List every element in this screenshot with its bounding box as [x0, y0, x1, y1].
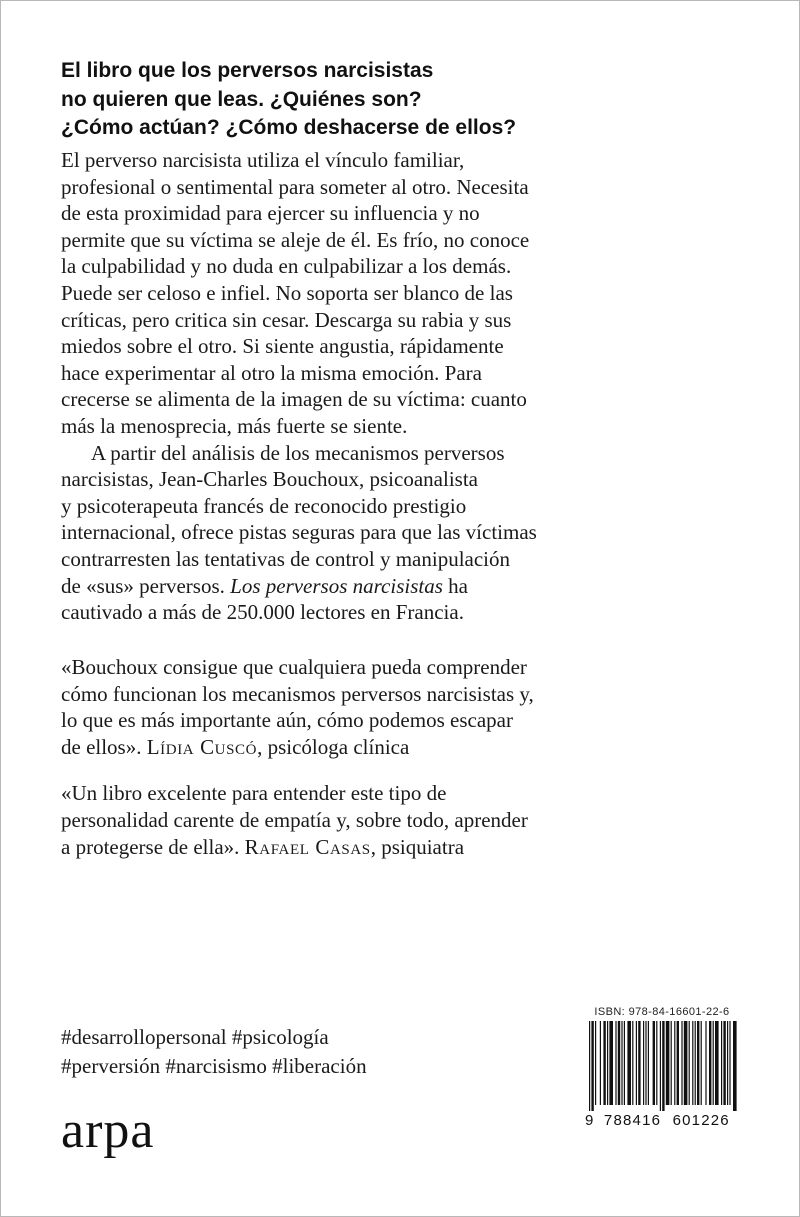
quote-author: Rafael Casas [244, 834, 371, 859]
quote-line: cómo funcionan los mecanismos perversos narcisistas y, [61, 681, 534, 706]
paragraph-text: de «sus» perversos. [61, 573, 231, 598]
ean-digits [585, 1113, 741, 1129]
headline [61, 57, 621, 143]
headline-line: ¿Cómo actúan? ¿Cómo deshacerse de ellos? [61, 116, 517, 139]
publisher-logo: arpa [61, 1102, 155, 1159]
synopsis [61, 147, 537, 626]
hashtag-line: #perversión #narcisismo #liberación [61, 1054, 367, 1078]
review-quotes [61, 654, 534, 860]
barcode-bars [585, 1021, 741, 1113]
paragraph-line [61, 573, 537, 600]
paragraph-line: narcisistas, Jean-Charles Bouchoux, psicoanalista [61, 467, 478, 492]
hashtags [61, 1023, 367, 1081]
paragraph-line: de esta proximidad para ejercer su influencia y no [61, 201, 480, 226]
ean-first-digit: 9 [585, 1112, 595, 1129]
paragraph-line: y psicoterapeuta francés de reconocido prestigio [61, 493, 467, 518]
paragraph-line: la culpabilidad y no duda en culpabilizar a los demás. [61, 254, 512, 279]
paragraph-line: hace experimentar al otro la misma emoción. Para [61, 360, 482, 385]
quote-line: lo que es más importante aún, cómo podemos escapar [61, 708, 513, 733]
ean-group-right: 601226 [672, 1112, 730, 1129]
paragraph-line: profesional o sentimental para someter al otro. Necesita [61, 174, 529, 199]
headline-line: El libro que los perversos narcisistas [61, 59, 434, 82]
quote-line: personalidad carente de empatía y, sobre todo, aprender [61, 807, 528, 832]
hashtag-line: #desarrollopersonal #psicología [61, 1025, 329, 1049]
paragraph-line: El perverso narcisista utiliza el vínculo familiar, [61, 148, 465, 172]
isbn-barcode [579, 1005, 745, 1131]
paragraph-line: permite que su víctima se aleje de él. Es frío, no conoce [61, 227, 530, 252]
paragraph-line: A partir del análisis de los mecanismos perversos [91, 440, 505, 465]
paragraph-line: más la menosprecia, más fuerte se siente. [61, 413, 408, 438]
quote-role: , psiquiatra [370, 834, 465, 859]
quote-text: de ellos». [61, 734, 147, 759]
paragraph-line: miedos sobre el otro. Si siente angustia, rápidamente [61, 334, 504, 359]
quote-line: «Bouchoux consigue que cualquiera pueda comprender [61, 655, 527, 679]
quote-line [61, 734, 534, 761]
quote-author: Lídia Cuscó [146, 734, 258, 759]
quote-text: a protegerse de ella». [61, 834, 245, 859]
paragraph-line: contrarresten las tentativas de control y manipulación [61, 546, 511, 571]
headline-line: no quieren que leas. ¿Quiénes son? [61, 87, 422, 111]
isbn-label: ISBN: 978-84-16601-22-6 [594, 1006, 730, 1018]
paragraph-line: cautivado a más de 250.000 lectores en Francia. [61, 600, 464, 625]
paragraph-line: críticas, pero critica sin cesar. Descarga su rabia y sus [61, 307, 512, 332]
paragraph-line: crecerse se alimenta de la imagen de su víctima: cuanto [61, 387, 527, 412]
quote-line: «Un libro excelente para entender este tipo de [61, 781, 447, 806]
book-title: Los perversos narcisistas [230, 573, 443, 598]
paragraph-text: ha [442, 573, 468, 598]
ean-group-left: 788416 [603, 1112, 662, 1129]
quote-role: , psicóloga clínica [257, 734, 410, 759]
quote-line [61, 834, 534, 861]
paragraph-line: internacional, ofrece pistas seguras para que las víctimas [61, 520, 537, 545]
paragraph-line: Puede ser celoso e infiel. No soporta ser blanco de las [61, 280, 513, 305]
